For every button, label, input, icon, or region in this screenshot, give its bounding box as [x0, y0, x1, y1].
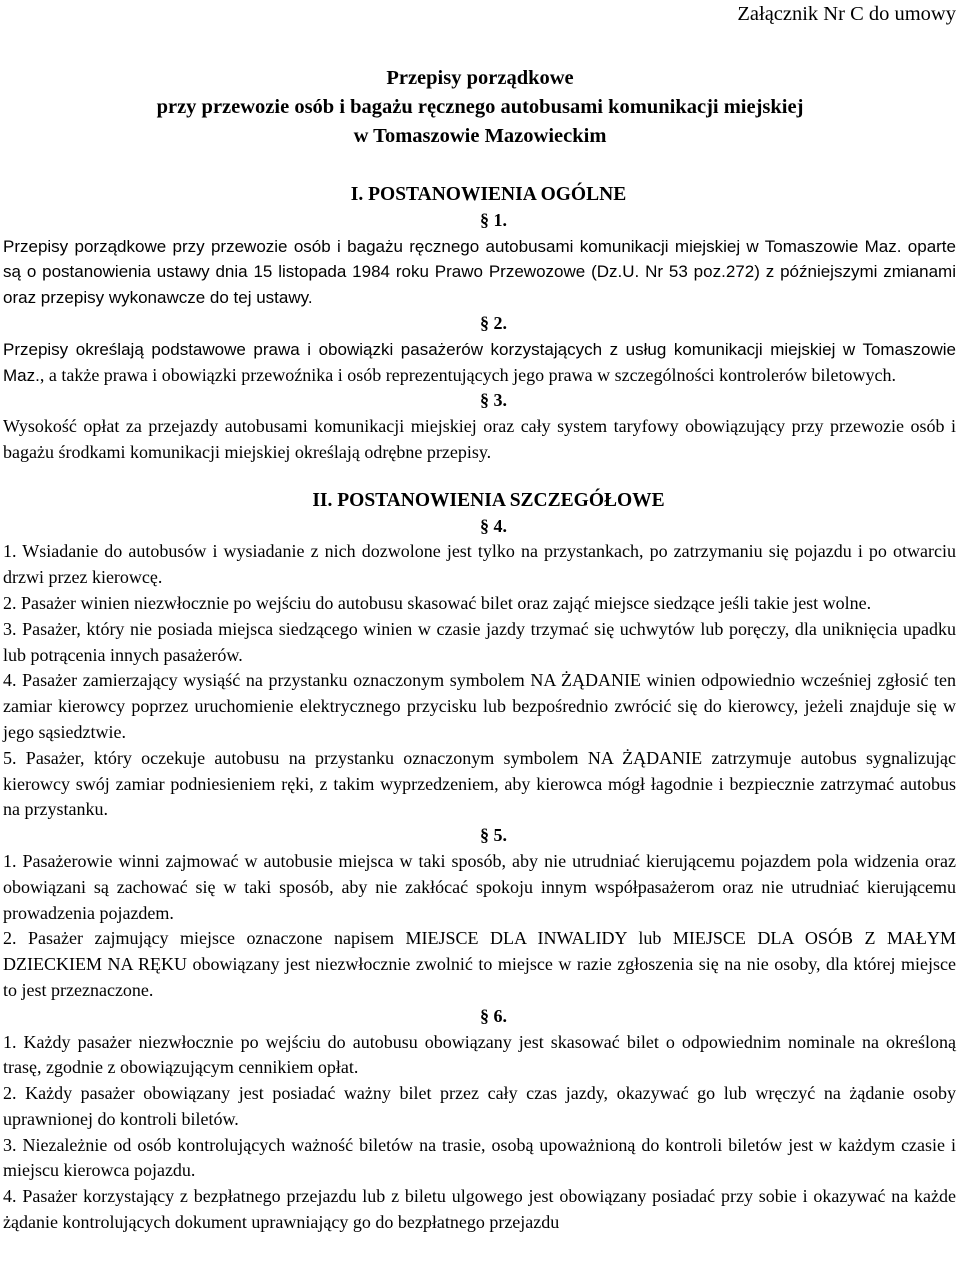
paragraph-4-item-3: 3. Pasażer, który nie posiada miejsca siedzącego winien w czasie jazdy trzymać się uchwytów lub poręczy, dla uniknięcia upadku lub potrącenia innych pasażerów. — [3, 618, 956, 665]
paragraph-4-item-2: 2. Pasażer winien niezwłocznie po wejściu do autobusu skasować bilet oraz zająć miejsce siedzące jeśli takie jest wolne. — [3, 592, 872, 613]
document-body — [3, 182, 956, 1236]
paragraph-mark-6: § 6. — [480, 1005, 507, 1026]
paragraph-mark-1: § 1. — [480, 209, 507, 230]
paragraph-6-item-3: 3. Niezależnie od osób kontrolujących ważność biletów na trasie, osobą upoważnioną do kontroli biletów jest w każdym czasie i miejscu kierowca pojazdu. — [3, 1134, 956, 1181]
annex-label: Załącznik Nr C do umowy — [737, 3, 956, 25]
paragraph-1-text-a: Przepisy porządkowe przy przewozie osób i bagażu ręcznego autobusami komunikacji miejskiej w Tomaszowie Maz. oparte są o postanowienia ustawy dnia 15 listopada 1984 roku Prawo Przewozowe (Dz.U. Nr 53 poz. — [3, 236, 956, 282]
paragraph-2-text-a: Przepisy określają podstawowe prawa i obowiązki pasażerów korzystających z usług komunikacji miejskiej w Tomaszowie Maz. — [3, 339, 956, 385]
paragraph-mark-2: § 2. — [480, 312, 507, 333]
title-line-1: Przepisy porządkowe — [386, 67, 574, 89]
paragraph-6-item-4: 4. Pasażer korzystający z bezpłatnego przejazdu lub z biletu ulgowego jest obowiązany posiadać przy sobie i okazywać na każde żądanie kontrolujących dokument uprawniający go do bezpłatnego przejazdu — [3, 1186, 956, 1233]
paragraph-1-text — [3, 234, 956, 311]
title-line-3: w Tomaszowie Mazowieckim — [353, 125, 607, 147]
paragraph-2-text — [3, 337, 956, 389]
section-2-heading: II. POSTANOWIENIA SZCZEGÓŁOWE — [312, 489, 665, 511]
paragraph-4-item-1: 1. Wsiadanie do autobusów i wysiadanie z nich dozwolone jest tylko na przystankach, po zatrzymaniu się pojazdu i po otwarciu drzwi przez kierowcę. — [3, 541, 956, 588]
paragraph-4-item-5: 5. Pasażer, który oczekuje autobusu na przystanku oznaczonym symbolem NA ŻĄDANIE zatrzymuje autobus sygnalizując kierowcy swój zamiar podniesieniem ręki, z takim wyprzedzeniem, aby kierowca mógł łagodnie i bezpiecznie zatrzymać autobus na przystanku. — [3, 747, 956, 820]
document-title — [0, 64, 960, 151]
paragraph-5-item-1: 1. Pasażerowie winni zajmować w autobusie miejsca w taki sposób, aby nie utrudniać kierującemu pojazdem pola widzenia oraz obowiązani są zachować się w taki sposób, aby nie zakłócać spokoju innym współpasażerom oraz nie utrudniać kierującemu prowadzenia pojazdem. — [3, 850, 956, 923]
paragraph-mark-5: § 5. — [480, 825, 507, 846]
paragraph-6-item-2: 2. Każdy pasażer obowiązany jest posiadać ważny bilet przez cały czas jazdy, okazywać go lub wręczyć na żądanie osoby uprawnionej do kontroli biletów. — [3, 1083, 956, 1129]
paragraph-6-item-1: 1. Każdy pasażer niezwłocznie po wejściu do autobusu obowiązany jest skasować bilet o odpowiednim nominale na określoną trasę, zgodnie z obowiązującym cennikiem opłat. — [3, 1031, 956, 1078]
section-gap — [3, 466, 956, 488]
paragraph-3-text: Wysokość opłat za przejazdy autobusami komunikacji miejskiej oraz cały system taryfowy obowiązujący przy przewozie osób i bagażu środkami komunikacji miejskiej określają odrębne przepisy. — [3, 416, 956, 462]
title-line-2: przy przewozie osób i bagażu ręcznego autobusami komunikacji miejskiej — [156, 96, 804, 118]
paragraph-mark-4: § 4. — [480, 515, 507, 536]
paragraph-4-item-4: 4. Pasażer zamierzający wysiąść na przystanku oznaczonym symbolem NA ŻĄDANIE winien odpowiednio wcześniej zgłosić ten zamiar kierowcy poprzez uruchomienie elektrycznego przycisku lub bezpośrednio zwrócić się do kierowcy, jeżeli znajduje się w jego sąsiedztwie. — [3, 670, 956, 742]
paragraph-1-text-b: 272) z późniejszymi zmianami oraz przepisy wykonawcze do tej ustawy. — [3, 262, 956, 308]
paragraph-5-item-2: 2. Pasażer zajmujący miejsce oznaczone napisem MIEJSCE DLA INWALIDY lub MIEJSCE DLA OSÓB Z MAŁYM DZIECKIEM NA RĘKU obowiązany jest niezwłocznie zwolnić to miejsce w razie zgłoszenia się na nie osoby, dla której miejsce to jest przeznaczone. — [3, 928, 956, 1000]
paragraph-mark-3: § 3. — [480, 390, 507, 411]
paragraph-2-text-b: , a także prawa i obowiązki przewoźnika i osób reprezentujących jego prawa w szczególności kontrolerów biletowych. — [39, 364, 897, 385]
section-1-heading: I. POSTANOWIENIA OGÓLNE — [350, 184, 627, 205]
